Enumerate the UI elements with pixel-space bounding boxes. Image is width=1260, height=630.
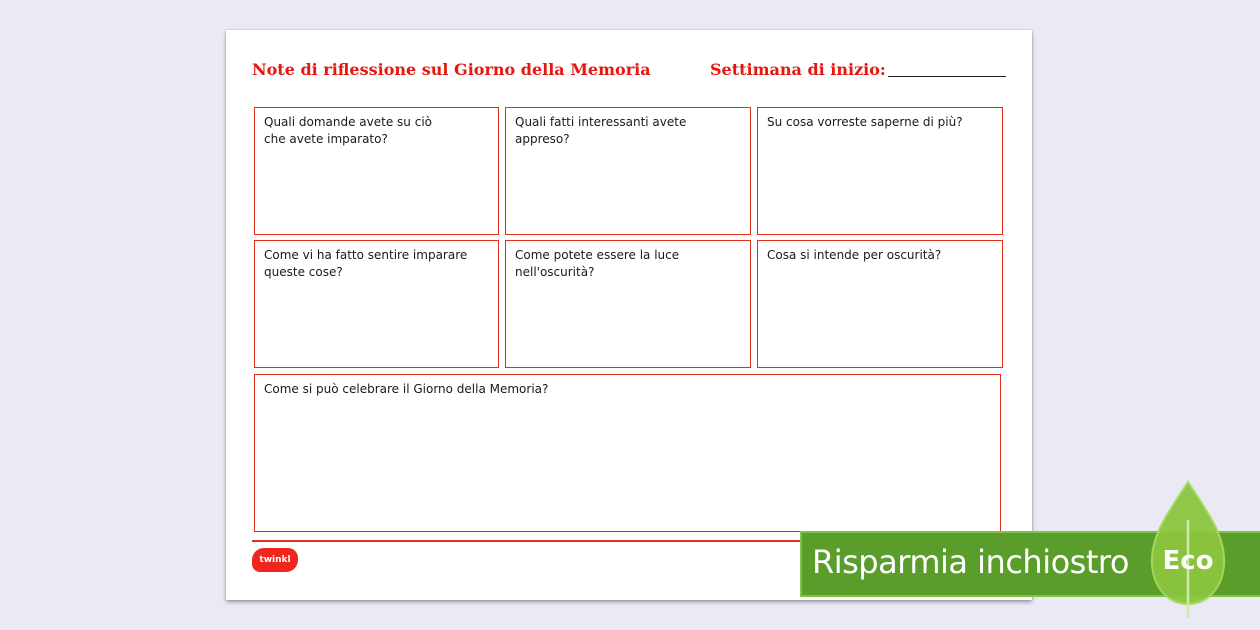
week-start-label: Settimana di inizio: <box>710 60 886 79</box>
worksheet-page <box>226 30 1032 600</box>
prompt-box-questions <box>254 107 499 235</box>
prompt-box-learn-more <box>757 107 1003 235</box>
week-start-field <box>710 60 1006 79</box>
twinkl-logo: twinkl <box>252 548 298 572</box>
prompt-box-celebrate <box>254 374 1001 532</box>
prompt-text: Quali domande avete su ciò che avete imparato? <box>264 115 432 146</box>
prompt-text: Come vi ha fatto sentire imparare queste cose? <box>264 248 468 279</box>
prompt-text: Come potete essere la luce nell'oscurità? <box>515 248 680 279</box>
prompt-box-feelings <box>254 240 499 368</box>
prompt-box-darkness <box>757 240 1003 368</box>
prompt-text: Come si può celebrare il Giorno della Memoria? <box>264 382 549 396</box>
eco-badge: Eco <box>1162 546 1214 576</box>
prompt-text: Quali fatti interessanti avete appreso? <box>515 115 687 146</box>
week-start-blank-line <box>888 76 1006 77</box>
prompt-text: Su cosa vorreste saperne di più? <box>767 115 963 129</box>
worksheet-title: Note di riflessione sul Giorno della Memoria <box>252 60 651 79</box>
prompt-text: Cosa si intende per oscurità? <box>767 248 942 262</box>
prompt-box-light <box>505 240 751 368</box>
save-ink-label: Risparmia inchiostro <box>812 543 1129 581</box>
prompt-box-facts <box>505 107 751 235</box>
